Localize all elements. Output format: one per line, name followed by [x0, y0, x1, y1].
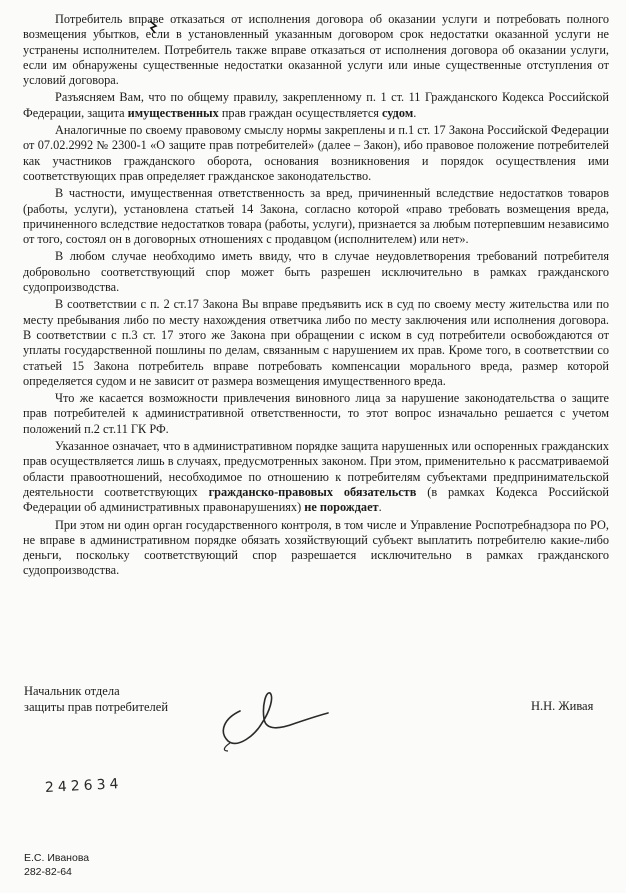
paragraph-text: Указанное означает, что в административном порядке защита нарушенных или оспоренных гражданских прав осуществляется лишь в случаях, предусмотренных законом. При этом, применительно к рассматриваемой области правоотношений, несобходимое по отношению к потребителям субъектами предпринимательской деятельности соответствующих: [23, 439, 609, 499]
emphasized-text: гражданско-правовых обязательств: [208, 484, 417, 499]
paragraph: [23, 439, 609, 515]
paragraph-text: Что же касается возможности привлечения виновного лица за нарушение законодательства о защите прав потребителей к административной ответственности, то этот вопрос изначально решается с учетом положений п.2 ст.11 ГК РФ.: [23, 391, 609, 436]
signatory-name: Н.Н. Живая: [531, 699, 594, 713]
executor-info: [24, 852, 89, 879]
paragraph-text: Разъясняем Вам, что по общему правилу, закрепленному п. 1 ст. 11 Гражданского Кодекса Российской Федерации, защита: [23, 90, 609, 120]
scan-mark-icon: [148, 20, 158, 34]
handwritten-signature: [200, 683, 335, 758]
paragraph: [23, 123, 609, 184]
paragraph-text: В любом случае необходимо иметь ввиду, что в случае неудовлетворения требований потребителя добровольно соответствующий спор может быть разрешен исключительно в рамках гражданского судопроизводства.: [23, 249, 609, 295]
emphasized-text: не порождает: [304, 500, 379, 515]
paragraph-text: Потребитель вправе отказаться от исполнения договора об оказании услуги и потребовать полного возмещения убытков, если в установленный указанным договором срок недостатки оказанной услуги не устранены исполнителем. Потребитель также вправе отказаться от исполнения договора об оказании услуги, если им обнаружены существенные недостатки оказанной услуги или иные существенные отступления от условий договора.: [23, 12, 609, 88]
paragraph-text: (в рамках Кодекса Российской Федерации об административных правонарушениях): [23, 484, 609, 515]
paragraph-text: .: [378, 500, 382, 515]
paragraph: [23, 391, 609, 437]
paragraph: [23, 12, 609, 88]
signatory-title-line1: Начальник отдела: [24, 684, 120, 698]
paragraph-text: В частности, имущественная ответственность за вред, причиненный вследствие недостатков товаров (работы, услуги), установлена статьей 14 Закона, согласно которой «право требовать возмещения вреда, причиненного вследствие недостатков товара (работы, услуги), признается за любым потерпевшим независимо от того, состоял он в договорных отношениях с продавцом (исполнителем) или нет».: [23, 186, 609, 247]
paragraph-text: Аналогичные по своему правовому смыслу нормы закреплены и п.1 ст. 17 Закона Российской Федерации от 07.02.2992 № 2300-1 «О защите прав потребителей» (далее – Закон), ибо правовое положение потребителей как участников гражданского оборота, основания возникновения и порядок осуществления ими соответствующих прав определяет гражданское законодательство.: [23, 123, 609, 183]
emphasized-text: судом: [382, 105, 414, 120]
paragraph-text: .: [413, 105, 417, 120]
letter-body: [23, 12, 609, 579]
paragraph: [23, 297, 609, 389]
paragraph-text: прав граждан осуществляется: [218, 105, 383, 120]
paragraph: [23, 518, 609, 579]
paragraph-text: В соответствии с п. 2 ст.17 Закона Вы вправе предъявить иск в суд по своему месту жительства или по месту пребывания либо по месту нахождения ответчика либо по месту заключения или исполнения договора. В соответствии с п.3 ст. 17 этого же Закона при обращении с иском в суд потребители освобождаются от уплаты государственной пошлины по делам, связанным с нарушением их прав. Кроме того, в соответствии со статьей 15 Закона потребитель вправе потребовать компенсации морального вреда, размер которой определяется судом и не зависит от размера возмещения имущественного вреда.: [23, 297, 609, 388]
signatory-title-line2: защиты прав потребителей: [24, 700, 169, 714]
signatory-title: [24, 683, 168, 715]
executor-name: Е.С. Иванова: [24, 852, 90, 864]
paragraph: [23, 186, 609, 247]
emphasized-text: имущественных: [127, 105, 219, 120]
paragraph: [23, 90, 609, 121]
executor-phone: 282-82-64: [24, 865, 72, 878]
paragraph: [23, 249, 609, 295]
handwritten-registration-number: 242634: [44, 775, 123, 797]
paragraph-text: При этом ни один орган государственного контроля, в том числе и Управление Роспотребнадзора по РО, не вправе в административном порядке обязать хозяйствующий субъект выплатить потребителю какие-либо деньги, поскольку соответствующий спор разрешается исключительно в рамках гражданского судопроизводства.: [23, 517, 609, 578]
